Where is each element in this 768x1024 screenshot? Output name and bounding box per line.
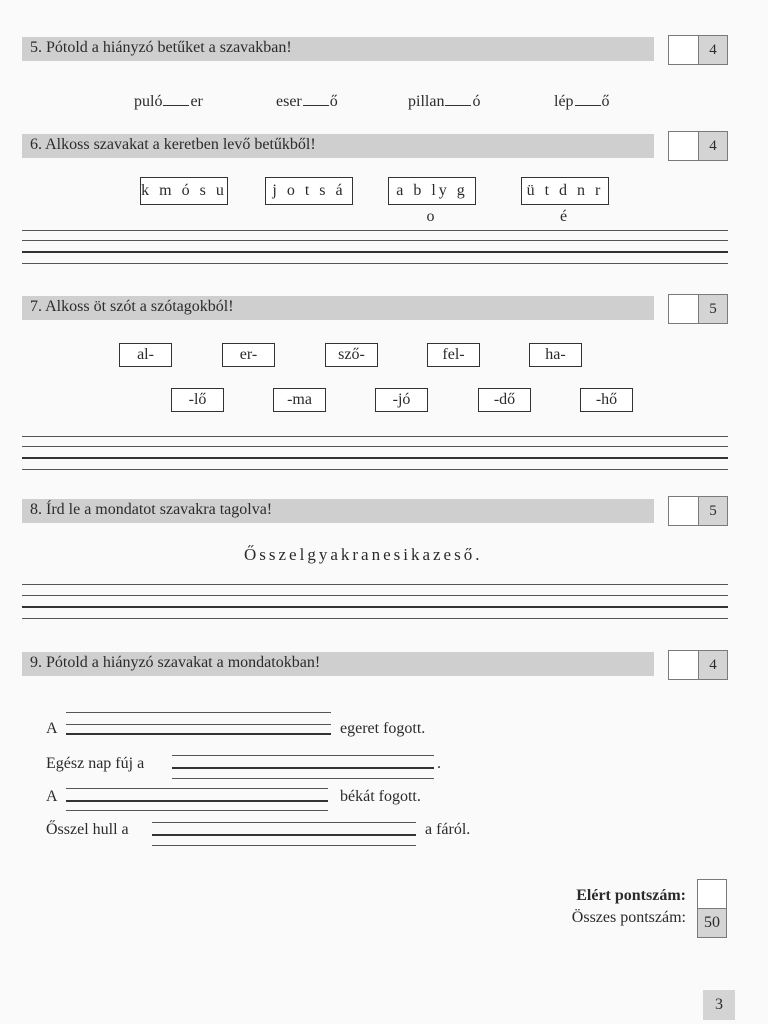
total-score-label: Összes pontszám: [571,909,686,926]
writing-baseline[interactable] [22,251,728,253]
task9-line1-before: A [46,720,58,737]
syllable-box: fel- [427,343,480,367]
task5-word-2: eser ő [276,93,338,110]
letter-box-3: a b ly g o [388,177,476,205]
task8-score-box [668,496,728,526]
fill-line[interactable] [152,845,416,846]
task7-score-box [668,294,728,324]
syllable-box: -lő [171,388,224,412]
achieved-score-input[interactable] [697,879,727,909]
writing-line[interactable] [22,446,728,447]
fill-line[interactable] [152,822,416,823]
task6-score-input[interactable] [669,132,699,160]
task5-title: 5. Pótold a hiányzó betűket a szavakban! [30,39,292,56]
task9-header [22,652,654,676]
task5-score-box [668,35,728,65]
syllable-box: al- [119,343,172,367]
task9-line3-before: A [46,788,58,805]
letter-box-2: j o t s á [265,177,353,205]
writing-line[interactable] [22,469,728,470]
writing-line[interactable] [22,263,728,264]
task6-points: 4 [699,132,727,160]
task9-line1-after: egeret fogott. [340,720,426,737]
task8-score-input[interactable] [669,497,699,525]
writing-baseline[interactable] [22,457,728,459]
task5-word-4: lép ő [554,93,610,110]
task9-line3-after: békát fogott. [340,788,421,805]
writing-line[interactable] [22,230,728,231]
letter-box-4: ü t d n r é [521,177,609,205]
letter-box-1: k m ó s u [140,177,228,205]
fill-line[interactable] [66,788,328,789]
task8-sentence: Ősszelgyakranesikazeső. [244,545,483,564]
fill-baseline[interactable] [152,834,416,836]
task5-header [22,37,654,61]
task9-line2-after: . [437,755,441,772]
syllable-box: er- [222,343,275,367]
syllable-box: -jó [375,388,428,412]
fill-line[interactable] [66,810,328,811]
task8-title: 8. Írd le a mondatot szavakra tagolva! [30,501,273,518]
task5-word-1: puló er [134,93,203,110]
syllable-box: -dő [478,388,531,412]
writing-line[interactable] [22,618,728,619]
task8-points: 5 [699,497,727,525]
task5-blank[interactable] [163,93,189,106]
syllable-box: ha- [529,343,582,367]
writing-line[interactable] [22,436,728,437]
total-score-value: 50 [697,908,727,938]
task6-score-box [668,131,728,161]
fill-baseline[interactable] [172,767,434,769]
achieved-score-label: Elért pontszám: [576,887,686,904]
task6-title: 6. Alkoss szavakat a keretben levő betűkből! [30,136,316,153]
task9-points: 4 [699,651,727,679]
fill-line[interactable] [172,778,434,779]
task9-line4-after: a fáról. [425,821,471,838]
fill-baseline[interactable] [66,800,328,802]
task7-points: 5 [699,295,727,323]
task7-title: 7. Alkoss öt szót a szótagokból! [30,298,234,315]
task5-score-input[interactable] [669,36,699,64]
task9-score-input[interactable] [669,651,699,679]
task6-header [22,134,654,158]
fill-baseline[interactable] [66,733,331,735]
task5-points: 4 [699,36,727,64]
task7-score-input[interactable] [669,295,699,323]
writing-baseline[interactable] [22,606,728,608]
fill-line[interactable] [172,755,434,756]
task8-header [22,499,654,523]
task9-line2-before: Egész nap fúj a [46,755,145,772]
writing-line[interactable] [22,240,728,241]
syllable-box: -ma [273,388,326,412]
task9-line4-before: Ősszel hull a [46,821,129,838]
task7-header [22,296,654,320]
page-number: 3 [703,990,735,1020]
task5-word-3: pillan ó [408,93,481,110]
task9-title: 9. Pótold a hiányzó szavakat a mondatokban! [30,654,321,671]
syllable-box: -hő [580,388,633,412]
fill-line[interactable] [66,712,331,713]
task5-blank[interactable] [445,93,471,106]
task9-score-box [668,650,728,680]
writing-line[interactable] [22,595,728,596]
task5-blank[interactable] [575,93,601,106]
syllable-box: sző- [325,343,378,367]
writing-line[interactable] [22,584,728,585]
task5-blank[interactable] [303,93,329,106]
fill-line[interactable] [66,724,331,725]
